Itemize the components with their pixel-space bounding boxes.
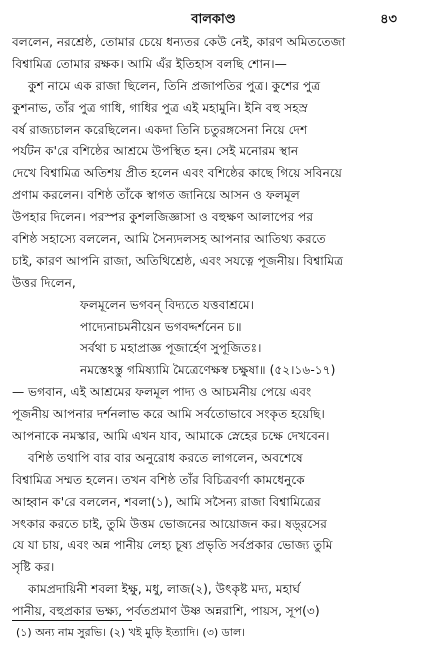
text-line: আহ্বান ক'রে বললেন, শবলা(১), আমি সসৈন্য রাজা বিশ্বামিত্রের bbox=[12, 494, 321, 509]
verse-line: ফলমূলেন ভগবন্ বিদ্যতে যত্তবাশ্রমে। bbox=[80, 297, 254, 312]
text-line: উপহার দিলেন। পরস্পর কুশলজিজ্ঞাসা ও বহুক্ষণ আলাপের পর bbox=[12, 210, 314, 225]
text-line: বিশ্বামিত্র তোমার রক্ষক। আমি এঁর ইতিহাস বলছি শোন।— bbox=[12, 56, 287, 71]
text-line: কুশ নামে এক রাজা ছিলেন, তিনি প্রজাপতির পুত্র। কুশের পুত্র bbox=[28, 78, 321, 93]
text-line: বিশ্বামিত্র সম্মত হলেন। তখন বশিষ্ঠ তাঁর বিচিত্রবর্ণা কামধেনুকে bbox=[12, 472, 305, 487]
verse-line: পাদ্যেনাচমনীয়েন ভগবদ্দর্শনেন চ॥ bbox=[80, 319, 242, 334]
page-header bbox=[0, 10, 427, 32]
text-line: — ভগবান, এই আশ্রমের ফলমূল পাদ্য ও আচমনীয় পেয়ে এবং bbox=[12, 385, 312, 400]
text-line: প্রণাম করলেন। বশিষ্ঠ তাঁকে স্বাগত জানিয়ে আসন ও ফলমূল bbox=[12, 188, 300, 203]
chapter-title: বালকাণ্ড bbox=[191, 12, 236, 27]
text-line: বর্ষ রাজ্যচালন করেছিলেন। একদা তিনি চতুরঙ্গসেনা নিয়ে দেশ bbox=[12, 122, 308, 137]
text-line: চাই, কারণ আপনি রাজা, অতিথিশ্রেষ্ঠ, এবং সযত্নে পূজনীয়। বিশ্বামিত্র bbox=[12, 253, 344, 268]
text-line: সৎকার করতে চাই, তুমি উত্তম ভোজনের আয়োজন কর। ষড়্‌রসের bbox=[12, 516, 328, 531]
text-line: দেখে বিশ্বামিত্র অতিশয় প্রীত হলেন এবং বশিষ্ঠের কাছে গিয়ে সবিনয়ে bbox=[12, 166, 342, 181]
text-line: কামপ্রদায়িনী শবলা ইক্ষু, মধু, লাজ(২), উৎকৃষ্ট মদ্য, মহার্ঘ bbox=[28, 582, 301, 597]
page-number: ৪৩ bbox=[380, 12, 397, 27]
text-line: বললেন, নরশ্রেষ্ঠ, তোমার চেয়ে ধন্যতর কেউ নেই, কারণ অমিততেজা bbox=[12, 35, 346, 49]
text-line: বশিষ্ঠ তথাপি বার বার অনুরোধ করতে লাগলেন, অবশেষে bbox=[28, 450, 303, 465]
text-line: যে যা চায়, এবং অন্ন পানীয় লেহ্য চূষ্য প্রভৃতি সর্বপ্রকার ভোজ্য তুমি bbox=[12, 538, 333, 553]
text-line: উত্তর দিলেন, bbox=[12, 275, 76, 290]
text-line: পানীয়, বহুপ্রকার ভক্ষ্য, পর্বতপ্রমাণ উষ্ণ অন্নরাশি, পায়স, সূপ(৩) bbox=[12, 604, 320, 619]
footnote: (১) অন্য নাম সুরভি। (২) খই মুড়ি ইত্যাদি। (৩) ডাল। bbox=[16, 626, 246, 639]
footnote-divider bbox=[12, 620, 132, 621]
text-line: আপনাকে নমস্কার, আমি এখন যাব, আমাকে স্নেহের চক্ষে দেখবেন। bbox=[12, 429, 330, 444]
text-line: সৃষ্টি কর। bbox=[12, 560, 55, 575]
text-line: কুশনাভ, তাঁর পুত্র গাধি, গাধির পুত্র এই মহামুনি। ইনি বহু সহস্র bbox=[12, 100, 308, 115]
verse-line: সর্বথা চ মহাপ্রাজ্ঞ পূজার্হেণ সুপূজিতঃ। bbox=[80, 341, 262, 356]
text-line: পর্যটন ক'রে বশিষ্ঠের আশ্রমে উপস্থিত হন। সেই মনোরম স্থান bbox=[12, 144, 299, 159]
verse-line: নমস্তেঽস্তু গমিষ্যামি মৈত্রেণেক্ষস্ব চক্ষুষা॥ (৫২।১৬-১৭) bbox=[80, 363, 336, 378]
body-text bbox=[12, 32, 415, 623]
text-line: বশিষ্ঠ সহাস্যে বললেন, আমি সৈন্যদলসহ আপনার আতিথ্য করতে bbox=[12, 232, 326, 247]
text-line: পূজনীয় আপনার দর্শনলাভ করে আমি সর্বতোভাবে সংকৃত হয়েছি। bbox=[12, 407, 325, 422]
